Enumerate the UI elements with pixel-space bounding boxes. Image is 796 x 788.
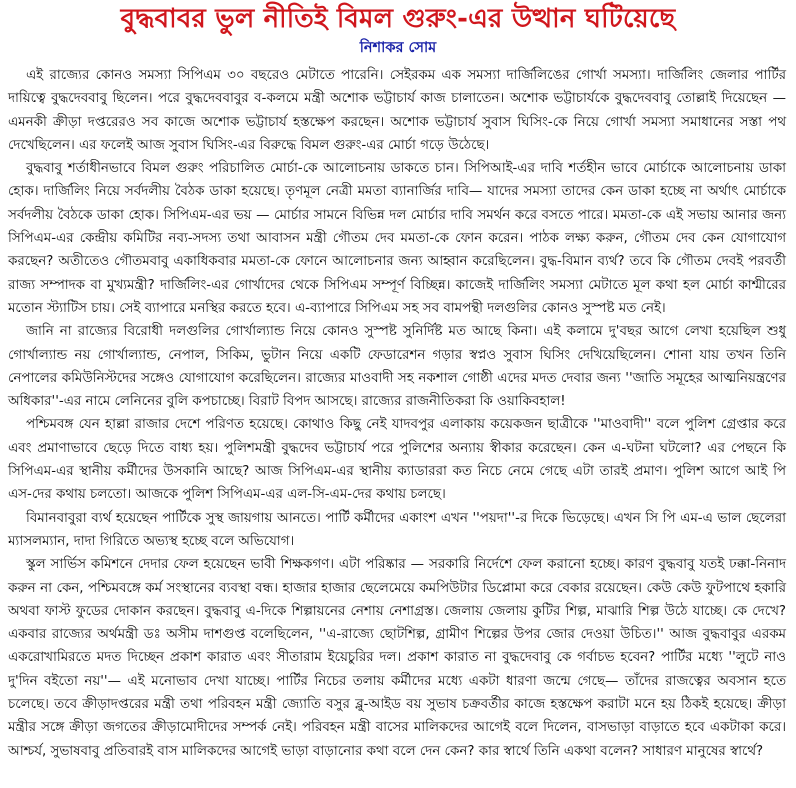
article-paragraph-2: বুদ্ধবাবু শর্তাধীনভাবে বিমল গুরুং পরিচালিত মোর্চা-কে আলোচনায় ডাকতে চান। সিপিআই-এর দাবি শর্তহীন ভাবে মোর্চাকে আলোচনায় ডাকা হোক। দার্জিলিং নিয়ে সর্বদলীয় বৈঠক ডাকা হয়েছে। তৃণমূল নেত্রী মমতা ব্যানার্জির দাবি— যাদের সমস্যা তাদের কেন ডাকা হচ্ছে না অর্থাৎ মোর্চাকে সর্বদলীয় বৈঠকে ডাকা হোক। সিপিএম-এর ভয় — মোর্চার সামনে বিভিন্ন দল মোর্চার দাবি সমর্থন করে বসতে পারে। মমতা-কে এই সভায় আনার জন্য সিপিএম-এর কেন্দ্রীয় কমিটির নব্য-সদস্য তথা আবাসন মন্ত্রী গৌতম দেব মমতা-কে ফোন করেন। পাঠক লক্ষ্য করুন, গৌতম দেব কেন যোগাযোগ করছেন? অতীতেও গৌতমবাবু একাধিকবার মমতা-কে ফোনে আলোচনার জন্য আহ্বান করেছিলেন। বুদ্ধ-বিমান ব্যর্থ? তবে কি গৌতম দেবই পরবর্তী রাজ্য সম্পাদক বা মুখ্যমন্ত্রী? দার্জিলিং-এর গোর্খাদের থেকে সিপিএম সম্পূর্ণ বিচ্ছিন্ন। কাজেই দার্জিলিং সমস্যা মেটাতে মূল কথা হল মোর্চা কাশ্মীরের মতোন স্ট্যাটিস চায়। সেই ব্যাপারে মনস্থির করতে হবে। এ-ব্যাপারে সিপিএম সহ সব বামপন্থী দলগুলির কোনও সুস্পষ্ট মত নেই। xyxy=(8,161,786,316)
article-body xyxy=(8,64,786,763)
article-paragraph-3: জানি না রাজ্যের বিরোধী দলগুলির গোর্খাল্যান্ড নিয়ে কোনও সুস্পষ্ট সুনির্দিষ্ট মত আছে কিনা। এই কলামে দু'বছর আগে লেখা হয়েছিল শুধু গোর্খাল্যান্ড নয় গোর্খাল্যান্ড, নেপাল, সিকিম, ভুটান নিয়ে একটি ফেডারেশন গড়ার স্বপ্নও সুবাস ঘিসিং দেখিয়েছিলেন। শোনা যায় তখন তিনি নেপালের কমিউনিস্টদের সঙ্গেও যোগাযোগ করেছিলেন। রাজ্যের মাওবাদী সহ নকশাল গোষ্ঠী এদের মদত দেবার জন্য ''জাতি সমূহের আত্মনিয়ন্ত্রণের অধিকার''-এর নামে লেনিনের বুলি কপচাচ্ছে। বিরাট বিপদ আসছে। রাজ্যের রাজনীতিকরা কি ওয়াকিবহাল! xyxy=(8,324,786,410)
article-paragraph-5: বিমানবাবুরা ব্যর্থ হয়েছেন পার্টিকে সুস্থ জায়গায় আনতে। পার্টি কর্মীদের একাংশ এখন ''পয়দা''-র দিকে ভিড়েছে। এখন সি পি এম-এ ভাল ছেলেরা ম্যাসলম্যান, দাদা গিরিতে অভ্যস্থ হচ্ছে বলে অভিযোগ। xyxy=(8,510,786,549)
article-paragraph-4: পশ্চিমবঙ্গ যেন হাল্লা রাজার দেশে পরিণত হয়েছে। কোথাও কিছু নেই যাদবপুর এলাকায় কয়েকজন ছাত্রীকে ''মাওবাদী'' বলে পুলিশ গ্রেপ্তার করে এবং প্রমাণাভাবে ছেড়ে দিতে বাধ্য হয়। পুলিশমন্ত্রী বুদ্ধদেব ভট্টাচার্য পরে পুলিশের অন্যায় স্বীকার করেছেন। কেন এ-ঘটনা ঘটলো? এর পেছনে কি সিপিএম-এর স্থানীয় কর্মীদের উসকানি আছে? আজ সিপিএম-এর স্থানীয় ক্যাডাররা কত নিচে নেমে গেছে এটা তারই প্রমাণ। পুলিশ আগে আই পি এস-দের কথায় চলতো। আজকে পুলিশ সিপিএম-এর এল-সি-এম-দের কথায় চলছে। xyxy=(8,417,786,503)
article-author: নিশাকর সোম xyxy=(359,40,437,56)
article-headline: বুদ্ধবাবর ভুল নীতিই বিমল গুরুং-এর উত্থান ঘটিয়েছে xyxy=(120,4,676,34)
article-paragraph-6: স্কুল সার্ভিস কমিশনে দেদার ফেল হয়েছেন ভাবী শিক্ষকগণ। এটা পরিষ্কার — সরকারি নির্দেশে ফেল করানো হচ্ছে। কারণ বুদ্ধবাবু যতই ঢক্কা-নিনাদ করুন না কেন, পশ্চিমবঙ্গে কর্ম সংস্থানের ব্যবস্থা বন্ধ। হাজার হাজার ছেলেমেয়ে কমপিউটার ডিপ্লোমা করে বেকার রয়েছেন। কেউ কেউ ফুটপাথে হকারি অথবা ফাস্ট ফুডের দোকান করছেন। বুদ্ধবাবু এ-দিকে শিল্পায়নের নেশায় নেশাগ্রস্ত। জেলায় জেলায় কুটির শিল্প, মাঝারি শিল্প উঠে যাচ্ছে। কে দেখে? একবার রাজ্যের অর্থমন্ত্রী ডঃ অসীম দাশগুপ্ত বলেছিলেন, ''এ-রাজ্যে ছোটশিল্প, গ্রামীণ শিল্পের উপর জোর দেওয়া উচিত।'' আজ বুদ্ধবাবুর এরকম একরোখামিরতে মদত দিচ্ছেন প্রকাশ কারাত এবং সীতারাম ইয়েচুরির দল। প্রকাশ কারাত না বুদ্ধদেবাবু কে গর্বাচভ হবেন? পার্টির মধ্যে ''লুটে নাও দু'দিন বইতো নয়''— এই মনোভাব দেখা যাচ্ছে। পার্টির নিচের তলায় কর্মীদের মধ্যে একটা ধারণা জন্মে গেছে— তাঁদের রাজত্বের অবসান হতে চলেছে। তবে ক্রীড়াদপ্তরের মন্ত্রী তথা পরিবহন মন্ত্রী জ্যোতি বসুর ব্লু-আইড বয় সুভাষ চক্রবর্তীর কাজে হস্তক্ষেপ করাটা মনে হয় ঠিকই হয়েছে। ক্রীড়া মন্ত্রীর সঙ্গে ক্রীড়া জগতের ক্রীড়ামোদীদের সম্পর্ক নেই। পরিবহন মন্ত্রী বাসের মালিকদের আগেই বলে দিলেন, বাসভাড়া বাড়াতে হবে একটাকা করে। আশ্চর্য, সুভাষবাবু প্রতিবারই বাস মালিকদের আগেই ভাড়া বাড়ানোর কথা বলে দেন কেন? কার স্বার্থে তিনি একথা বলেন? সাধারণ মানুষের স্বার্থে? xyxy=(8,557,786,759)
article-paragraph-1: এই রাজ্যের কোনও সমস্যা সিপিএম ৩০ বছরেও মেটাতে পারেনি। সেইরকম এক সমস্যা দার্জিলিঙের গোর্খা সমস্যা। দার্জিলিং জেলার পার্টির দায়িত্বে বুদ্ধদেববাবু ছিলেন। পরে বুদ্ধদেববাবুর ব-কলমে মন্ত্রী অশোক ভট্টাচার্য কাজ চালাতেন। অশোক ভট্টাচার্যকে বুদ্ধদেববাবু তোল্লাই দিয়েছেন — এমনকী ক্রীড়া দপ্তরেরও সব কাজে অশোক ভট্টাচার্য হস্তক্ষেপ করছেন। অশোক ভট্টাচার্য সুবাস ঘিসিং-কে নিয়ে গোর্খা সমস্যা সমাধানের সস্তা পথ দেখেছিলেন। এর ফলেই আজ সুবাস ঘিসিং-এর বিরুদ্ধে বিমল গুরুং-এর মোর্চা গড়ে উঠেছে। xyxy=(8,68,786,153)
